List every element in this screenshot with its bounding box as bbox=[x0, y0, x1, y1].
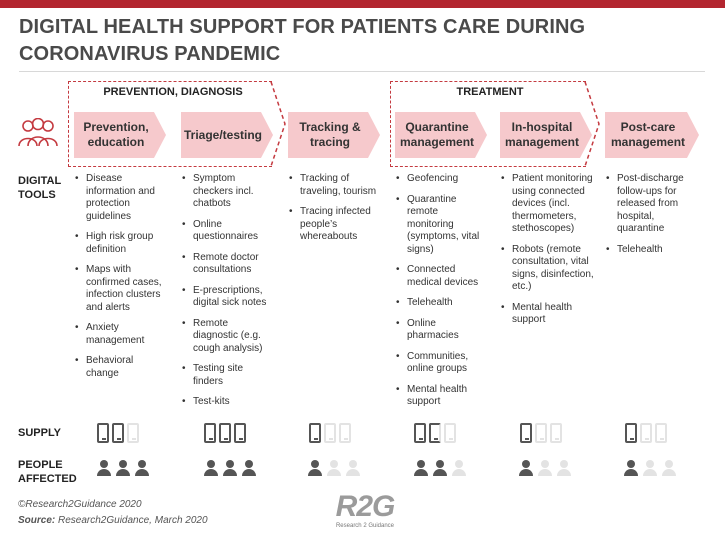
phone-icon bbox=[625, 423, 637, 443]
tool-item: • Tracking of traveling, tourism bbox=[288, 173, 380, 198]
tool-item: • Online pharmacies bbox=[395, 318, 487, 343]
phone-icon bbox=[339, 423, 351, 443]
person-icon bbox=[203, 460, 220, 476]
tool-item: • Disease information and protection guidelines bbox=[74, 173, 166, 223]
tool-item: • Connected medical devices bbox=[395, 264, 487, 289]
people-icons-in-hospital bbox=[518, 460, 573, 476]
tool-item: • Remote doctor consultations bbox=[181, 252, 273, 277]
tool-item: • Post-discharge follow-ups for released from hospital, quarantine bbox=[605, 173, 699, 236]
tool-item: • Remote diagnostic (e.g. cough analysis) bbox=[181, 318, 273, 356]
people-icons-post-care bbox=[623, 460, 678, 476]
row-label-digital-tools bbox=[18, 174, 68, 202]
phone-icon bbox=[127, 423, 139, 443]
tool-item: • Mental health support bbox=[500, 302, 594, 327]
tool-item: • Testing site finders bbox=[181, 363, 273, 388]
stage-prevention-education bbox=[74, 112, 166, 158]
source-text: Research2Guidance, March 2020 bbox=[55, 515, 208, 526]
tools-column-prevention bbox=[74, 173, 166, 388]
supply-icons-triage bbox=[204, 423, 246, 443]
tools-list bbox=[181, 173, 273, 409]
logo-mark: R2G bbox=[335, 490, 395, 523]
phone-icon bbox=[204, 423, 216, 443]
tool-item: • E-prescriptions, digital sick notes bbox=[181, 285, 273, 310]
supply-icons-prevention bbox=[97, 423, 139, 443]
tools-list bbox=[395, 173, 487, 409]
row-label-people-affected bbox=[18, 458, 78, 486]
phone-icon bbox=[640, 423, 652, 443]
patients-group-icon bbox=[17, 118, 59, 148]
supply-icons-in-hospital bbox=[520, 423, 562, 443]
page-title: DIGITAL HEALTH SUPPORT FOR PATIENTS CARE DURING CORONAVIRUS PANDEMIC bbox=[19, 16, 586, 65]
phone-icon bbox=[97, 423, 109, 443]
person-icon bbox=[241, 460, 258, 476]
copyright-text: ©Research2Guidance 2020 bbox=[18, 499, 142, 510]
tool-item: • Anxiety management bbox=[74, 322, 166, 347]
row-label-supply bbox=[18, 426, 61, 440]
source-note bbox=[18, 515, 208, 526]
person-icon bbox=[345, 460, 362, 476]
stage-quarantine-management bbox=[395, 112, 487, 158]
tools-list bbox=[605, 173, 699, 256]
phone-icon bbox=[520, 423, 532, 443]
person-icon bbox=[623, 460, 640, 476]
tools-list bbox=[500, 173, 594, 327]
tool-item: • Communities, online groups bbox=[395, 351, 487, 376]
tool-item: • Geofencing bbox=[395, 173, 487, 186]
stage-label: Quarantine management bbox=[400, 120, 475, 149]
phone-icon bbox=[324, 423, 336, 443]
tools-column-in-hospital bbox=[500, 173, 594, 335]
stage-triage-testing bbox=[181, 112, 273, 158]
phone-icon bbox=[309, 423, 321, 443]
stage-in-hospital-management bbox=[500, 112, 592, 158]
row-label-text: DIGITAL TOOLS bbox=[18, 175, 61, 201]
tools-column-post-care bbox=[605, 173, 699, 264]
tool-item: • Online questionnaires bbox=[181, 219, 273, 244]
tools-column-quarantine bbox=[395, 173, 487, 417]
title-divider bbox=[19, 71, 705, 72]
supply-icons-quarantine bbox=[414, 423, 456, 443]
phone-icon bbox=[112, 423, 124, 443]
tool-item: • Patient monitoring using connected devices (incl. thermometers, stethoscopes) bbox=[500, 173, 594, 236]
phone-icon bbox=[219, 423, 231, 443]
tools-list bbox=[288, 173, 380, 244]
person-icon bbox=[96, 460, 113, 476]
stage-label: Post-care management bbox=[611, 120, 686, 149]
tool-item: • Test-kits bbox=[181, 396, 273, 409]
stage-label: Tracking & tracing bbox=[299, 120, 361, 149]
company-logo bbox=[330, 492, 400, 530]
person-icon bbox=[537, 460, 554, 476]
top-accent-bar bbox=[0, 0, 725, 8]
person-icon bbox=[661, 460, 678, 476]
stage-label: Prevention, education bbox=[83, 120, 149, 149]
phone-icon bbox=[535, 423, 547, 443]
tool-item: • Tracing infected people’s whereabouts bbox=[288, 206, 380, 244]
tool-item: • Robots (remote consultation, vital signs, disinfection, etc.) bbox=[500, 244, 594, 294]
person-icon bbox=[432, 460, 449, 476]
tools-column-tracking bbox=[288, 173, 380, 252]
phone-icon bbox=[429, 423, 441, 443]
people-icons-tracking bbox=[307, 460, 362, 476]
logo-text: Research 2 Guidance bbox=[335, 523, 395, 529]
tools-column-triage bbox=[181, 173, 273, 417]
person-icon bbox=[642, 460, 659, 476]
people-icons-prevention bbox=[96, 460, 151, 476]
person-icon bbox=[556, 460, 573, 476]
tool-item: • Quarantine remote monitoring (symptoms, vital signs) bbox=[395, 194, 487, 257]
person-icon bbox=[451, 460, 468, 476]
tool-item: • High risk group definition bbox=[74, 231, 166, 256]
people-icons-triage bbox=[203, 460, 258, 476]
row-label-text: SUPPLY bbox=[18, 427, 62, 439]
phone-icon bbox=[234, 423, 246, 443]
stage-label: In-hospital management bbox=[504, 120, 580, 149]
stage-label: Triage/testing bbox=[183, 127, 263, 142]
phone-icon bbox=[444, 423, 456, 443]
person-icon bbox=[222, 460, 239, 476]
source-label: Source: bbox=[18, 515, 56, 526]
stage-tracking-tracing bbox=[288, 112, 380, 158]
phone-icon bbox=[655, 423, 667, 443]
person-icon bbox=[326, 460, 343, 476]
people-icons-quarantine bbox=[413, 460, 468, 476]
tools-list bbox=[74, 173, 166, 380]
person-icon bbox=[307, 460, 324, 476]
person-icon bbox=[134, 460, 151, 476]
phone-icon bbox=[414, 423, 426, 443]
phone-icon bbox=[550, 423, 562, 443]
tool-item: • Maps with confirmed cases, infection clusters and alerts bbox=[74, 264, 166, 314]
phase-group-treatment-label: TREATMENT bbox=[456, 86, 524, 98]
tool-item: • Behavioral change bbox=[74, 355, 166, 380]
phase-group-prevention-label: PREVENTION, DIAGNOSIS bbox=[103, 86, 243, 98]
person-icon bbox=[115, 460, 132, 476]
tool-item: • Symptom checkers incl. chatbots bbox=[181, 173, 273, 211]
row-label-text: PEOPLE AFFECTED bbox=[18, 459, 77, 485]
supply-icons-post-care bbox=[625, 423, 667, 443]
supply-icons-tracking bbox=[309, 423, 351, 443]
person-icon bbox=[413, 460, 430, 476]
tool-item: • Telehealth bbox=[395, 297, 487, 310]
person-icon bbox=[518, 460, 535, 476]
tool-item: • Telehealth bbox=[605, 244, 699, 257]
stage-post-care-management bbox=[605, 112, 699, 158]
tool-item: • Mental health support bbox=[395, 384, 487, 409]
